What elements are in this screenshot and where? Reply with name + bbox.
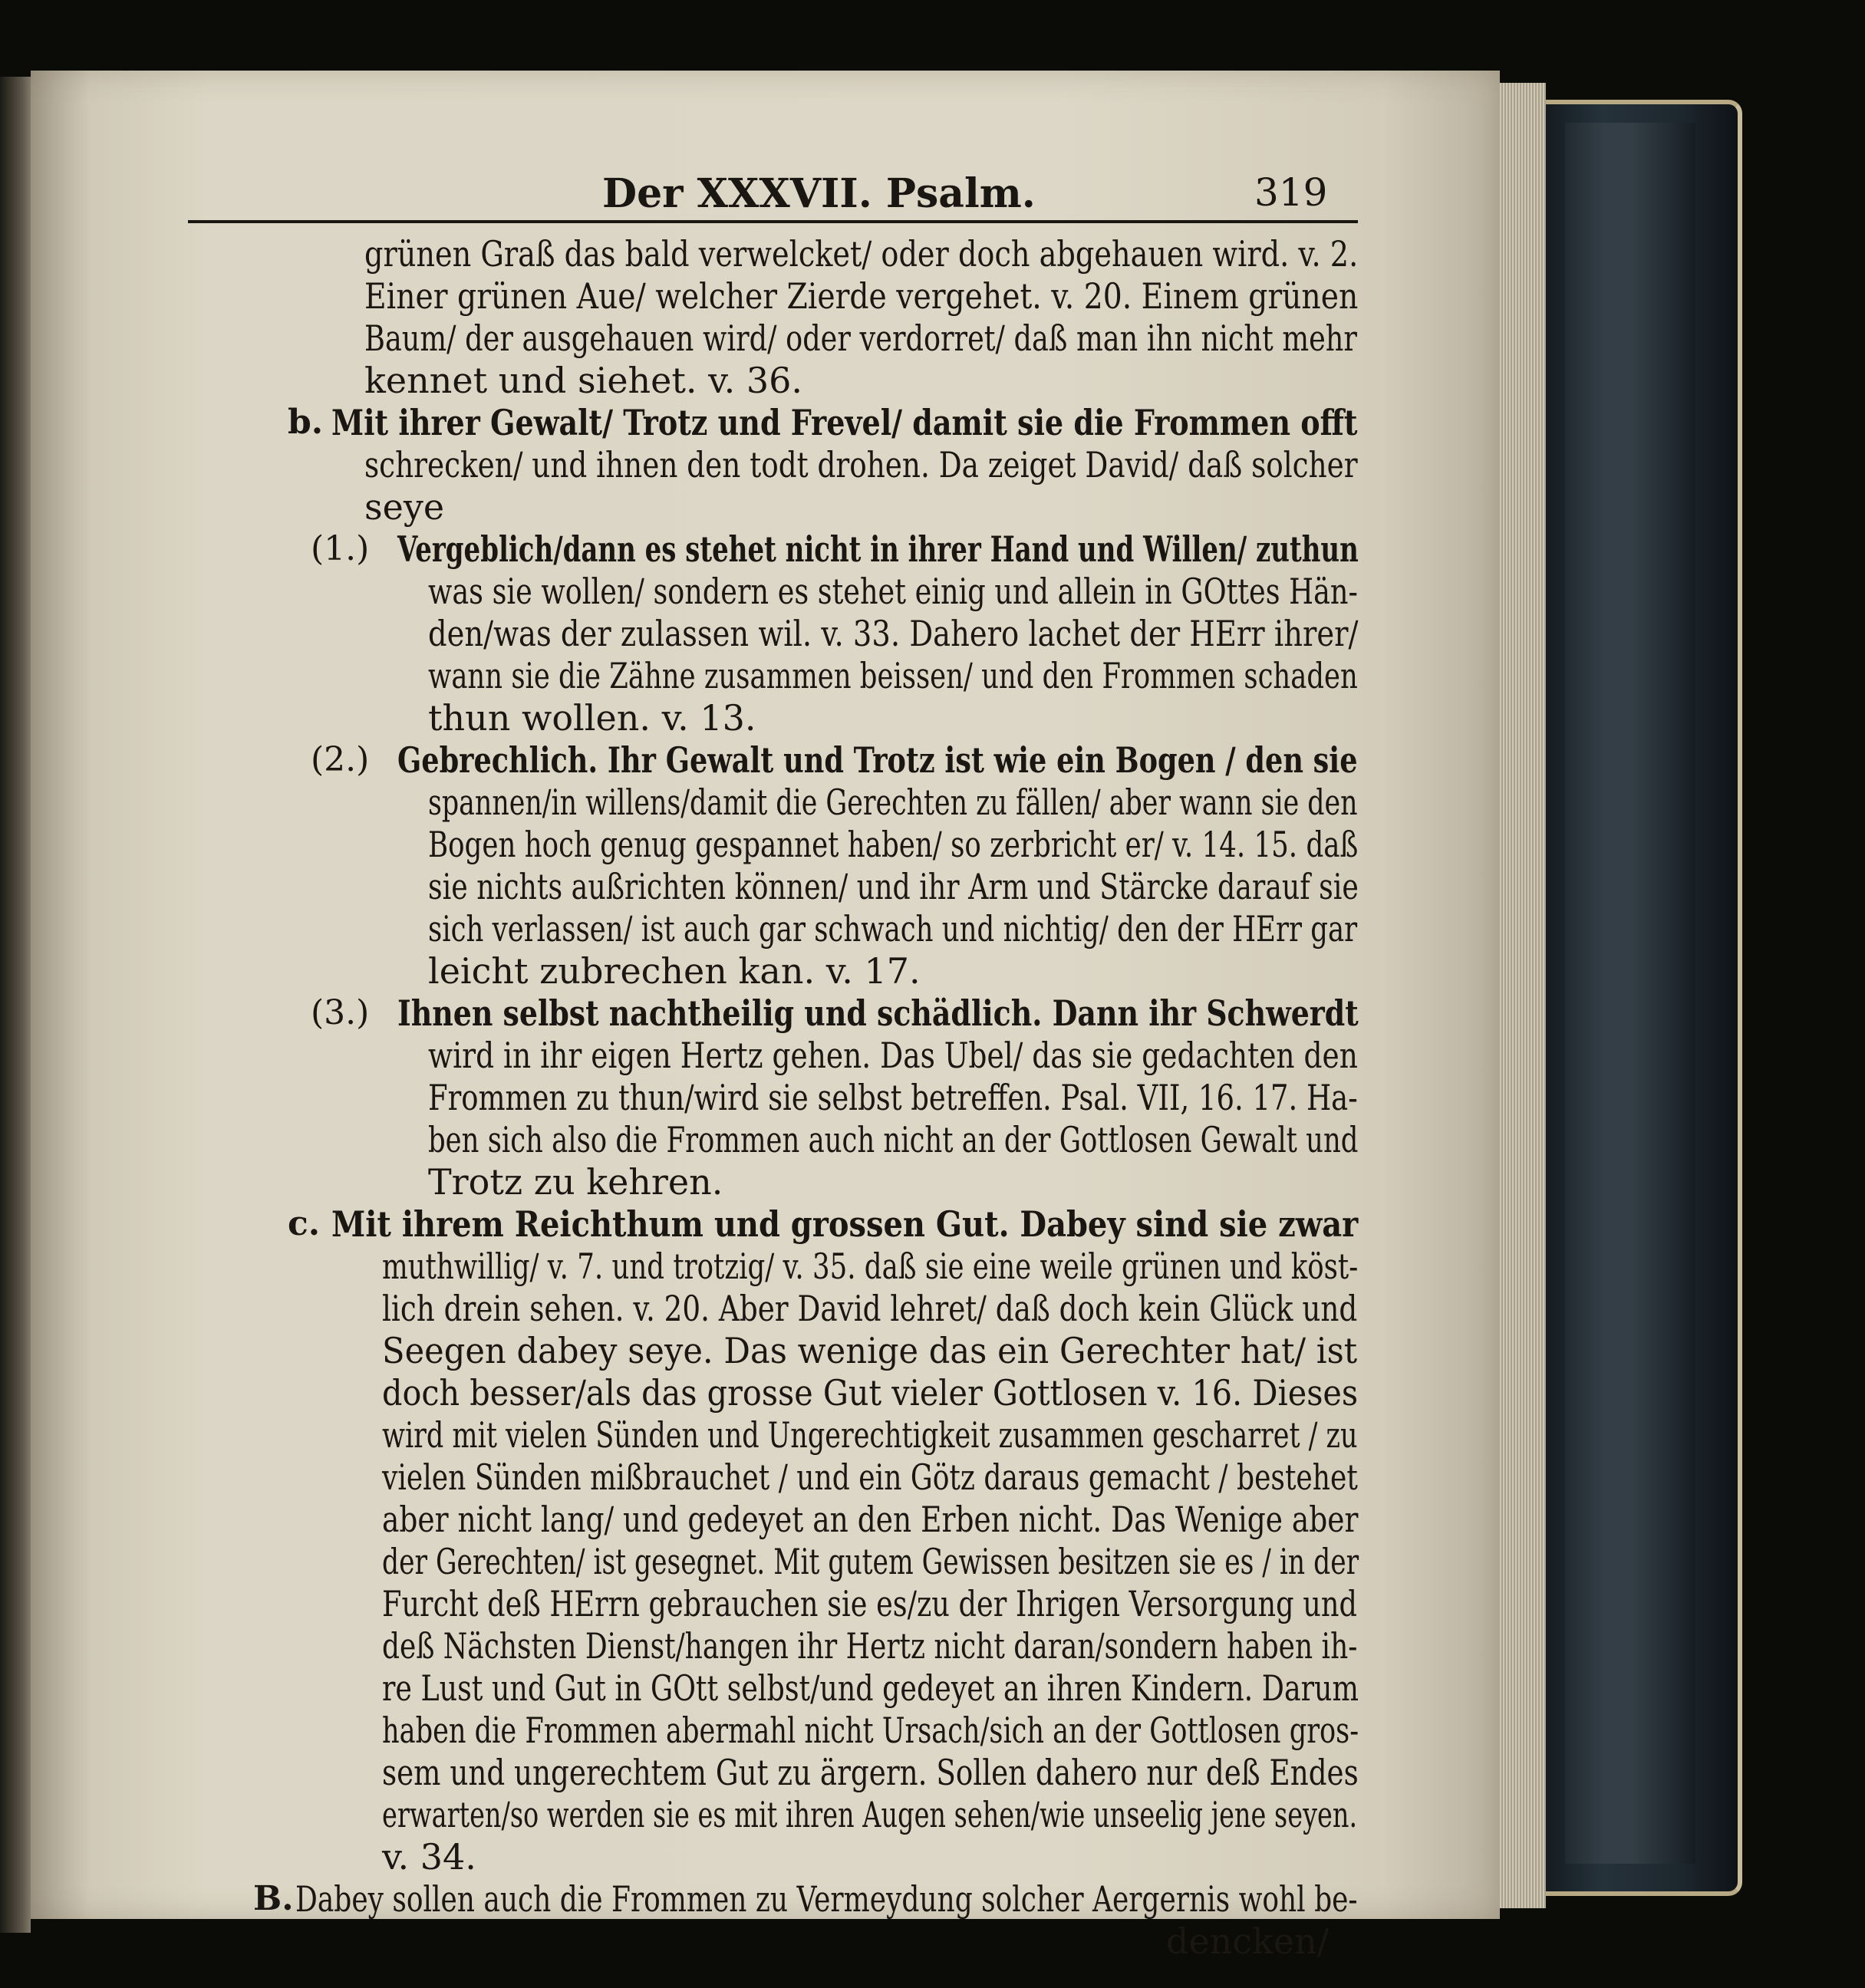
text-line: sich verlassen/ ist auch gar schwach und nichtig/ den der HErr gar: [428, 908, 1358, 950]
text-line: Dabey sollen auch die Frommen zu Vermeydung solcher Aergernis wohl be-: [295, 1878, 1358, 1920]
text-line: Baum/ der ausgehauen wird/ oder verdorret/ daß man ihn nicht mehr: [364, 318, 1357, 359]
text-line: Einer grünen Aue/ welcher Zierde vergehet. v. 20. Einem grünen: [364, 275, 1359, 317]
text-line: Mit ihrer Gewalt/ Trotz und Frevel/ damit sie die Frommen offt: [331, 402, 1358, 443]
running-title: Der XXXVII. Psalm.: [602, 170, 1036, 217]
text-line: aber nicht lang/ und gedeyet an den Erben nicht. Das Wenige aber: [382, 1499, 1359, 1540]
text-line: v. 34.: [382, 1836, 476, 1878]
text-line: re Lust und Gut in GOtt selbst/und gedeyet an ihren Kindern. Darum: [382, 1667, 1359, 1709]
text-line: muthwillig/ v. 7. und trotzig/ v. 35. daß sie eine weile grünen und köst-: [382, 1246, 1359, 1287]
text-line: vielen Sünden mißbrauchet / und ein Götz daraus gemacht / bestehet: [382, 1456, 1358, 1498]
text-line: wann sie die Zähne zusammen beissen/ und den Frommen schaden: [428, 655, 1358, 696]
text-line: Vergeblich/dann es stehet nicht in ihrer Hand und Willen/ zuthun: [397, 528, 1359, 570]
cover-highlight: [1565, 123, 1695, 1864]
section-label: (1.): [311, 529, 370, 568]
catchword: dencken/: [1166, 1921, 1330, 1962]
text-line: der Gerechten/ ist gesegnet. Mit gutem Gewissen besitzen sie es / in der: [382, 1541, 1359, 1582]
text-line: den/was der zulassen wil. v. 33. Dahero lachet der HErr ihrer/: [428, 613, 1359, 654]
text-line: erwarten/so werden sie es mit ihren Augen sehen/wie unseelig jene seyen.: [382, 1794, 1358, 1835]
text-line: ben sich also die Frommen auch nicht an der Gottlosen Gewalt und: [428, 1119, 1359, 1160]
section-label: B.: [253, 1879, 294, 1918]
book-page: [31, 71, 1500, 1962]
text-line: doch besser/als das grosse Gut vieler Gottlosen v. 16. Dieses: [382, 1372, 1359, 1414]
text-line: Mit ihrem Reichthum und grossen Gut. Dabey sind sie zwar: [331, 1203, 1359, 1245]
running-head: [31, 170, 1500, 224]
text-line: lich drein sehen. v. 20. Aber David lehret/ daß doch kein Glück und: [382, 1288, 1358, 1329]
text-line: grünen Graß das bald verwelcket/ oder doch abgehauen wird. v. 2.: [364, 233, 1359, 275]
text-line: spannen/in willens/damit die Gerechten zu fällen/ aber wann sie den: [428, 782, 1358, 823]
section-label: (2.): [311, 740, 370, 779]
page-stack-edge: [1500, 83, 1546, 1908]
text-line: seye: [364, 486, 445, 528]
text-line: Gebrechlich. Ihr Gewalt und Trotz ist wie ein Bogen / den sie: [397, 739, 1358, 781]
page-number: 319: [1254, 170, 1328, 215]
text-line: wird mit vielen Sünden und Ungerechtigkeit zusammen gescharret / zu: [382, 1414, 1358, 1456]
text-line: was sie wollen/ sondern es stehet einig und allein in GOttes Hän-: [428, 571, 1358, 612]
text-line: Bogen hoch genug gespannet haben/ so zerbricht er/ v. 14. 15. daß: [428, 824, 1359, 865]
text-line: sie nichts außrichten können/ und ihr Arm und Stärcke darauf sie: [428, 866, 1359, 907]
text-line: wird in ihr eigen Hertz gehen. Das Ubel/ das sie gedachten den: [428, 1035, 1358, 1076]
text-line: Frommen zu thun/wird sie selbst betreffen. Psal. VII, 16. 17. Ha-: [428, 1077, 1358, 1118]
text-line: leicht zubrechen kan. v. 17.: [428, 950, 921, 992]
text-line: Furcht deß HErrn gebrauchen sie es/zu der Ihrigen Versorgung und: [382, 1583, 1357, 1624]
text-line: sem und ungerechtem Gut zu ärgern. Sollen dahero nur deß Endes: [382, 1752, 1359, 1793]
text-line: Ihnen selbst nachtheilig und schädlich. Dann ihr Schwerdt: [397, 992, 1359, 1034]
text-line: thun wollen. v. 13.: [428, 697, 756, 739]
header-rule: [188, 220, 1358, 223]
section-label: b.: [288, 403, 324, 442]
text-line: deß Nächsten Dienst/hangen ihr Hertz nicht daran/sondern haben ih-: [382, 1625, 1358, 1667]
left-page-edge: [0, 77, 31, 1933]
text-line: Trotz zu kehren.: [428, 1161, 723, 1203]
text-line: schrecken/ und ihnen den todt drohen. Da zeiget David/ daß solcher: [364, 444, 1358, 485]
text-line: haben die Frommen abermahl nicht Ursach/sich an der Gottlosen gros-: [382, 1710, 1359, 1751]
section-label: (3.): [311, 993, 370, 1032]
section-label: c.: [288, 1204, 321, 1243]
text-line: kennet und siehet. v. 36.: [364, 360, 803, 401]
text-line: Seegen dabey seye. Das wenige das ein Gerechter hat/ ist: [382, 1330, 1358, 1371]
